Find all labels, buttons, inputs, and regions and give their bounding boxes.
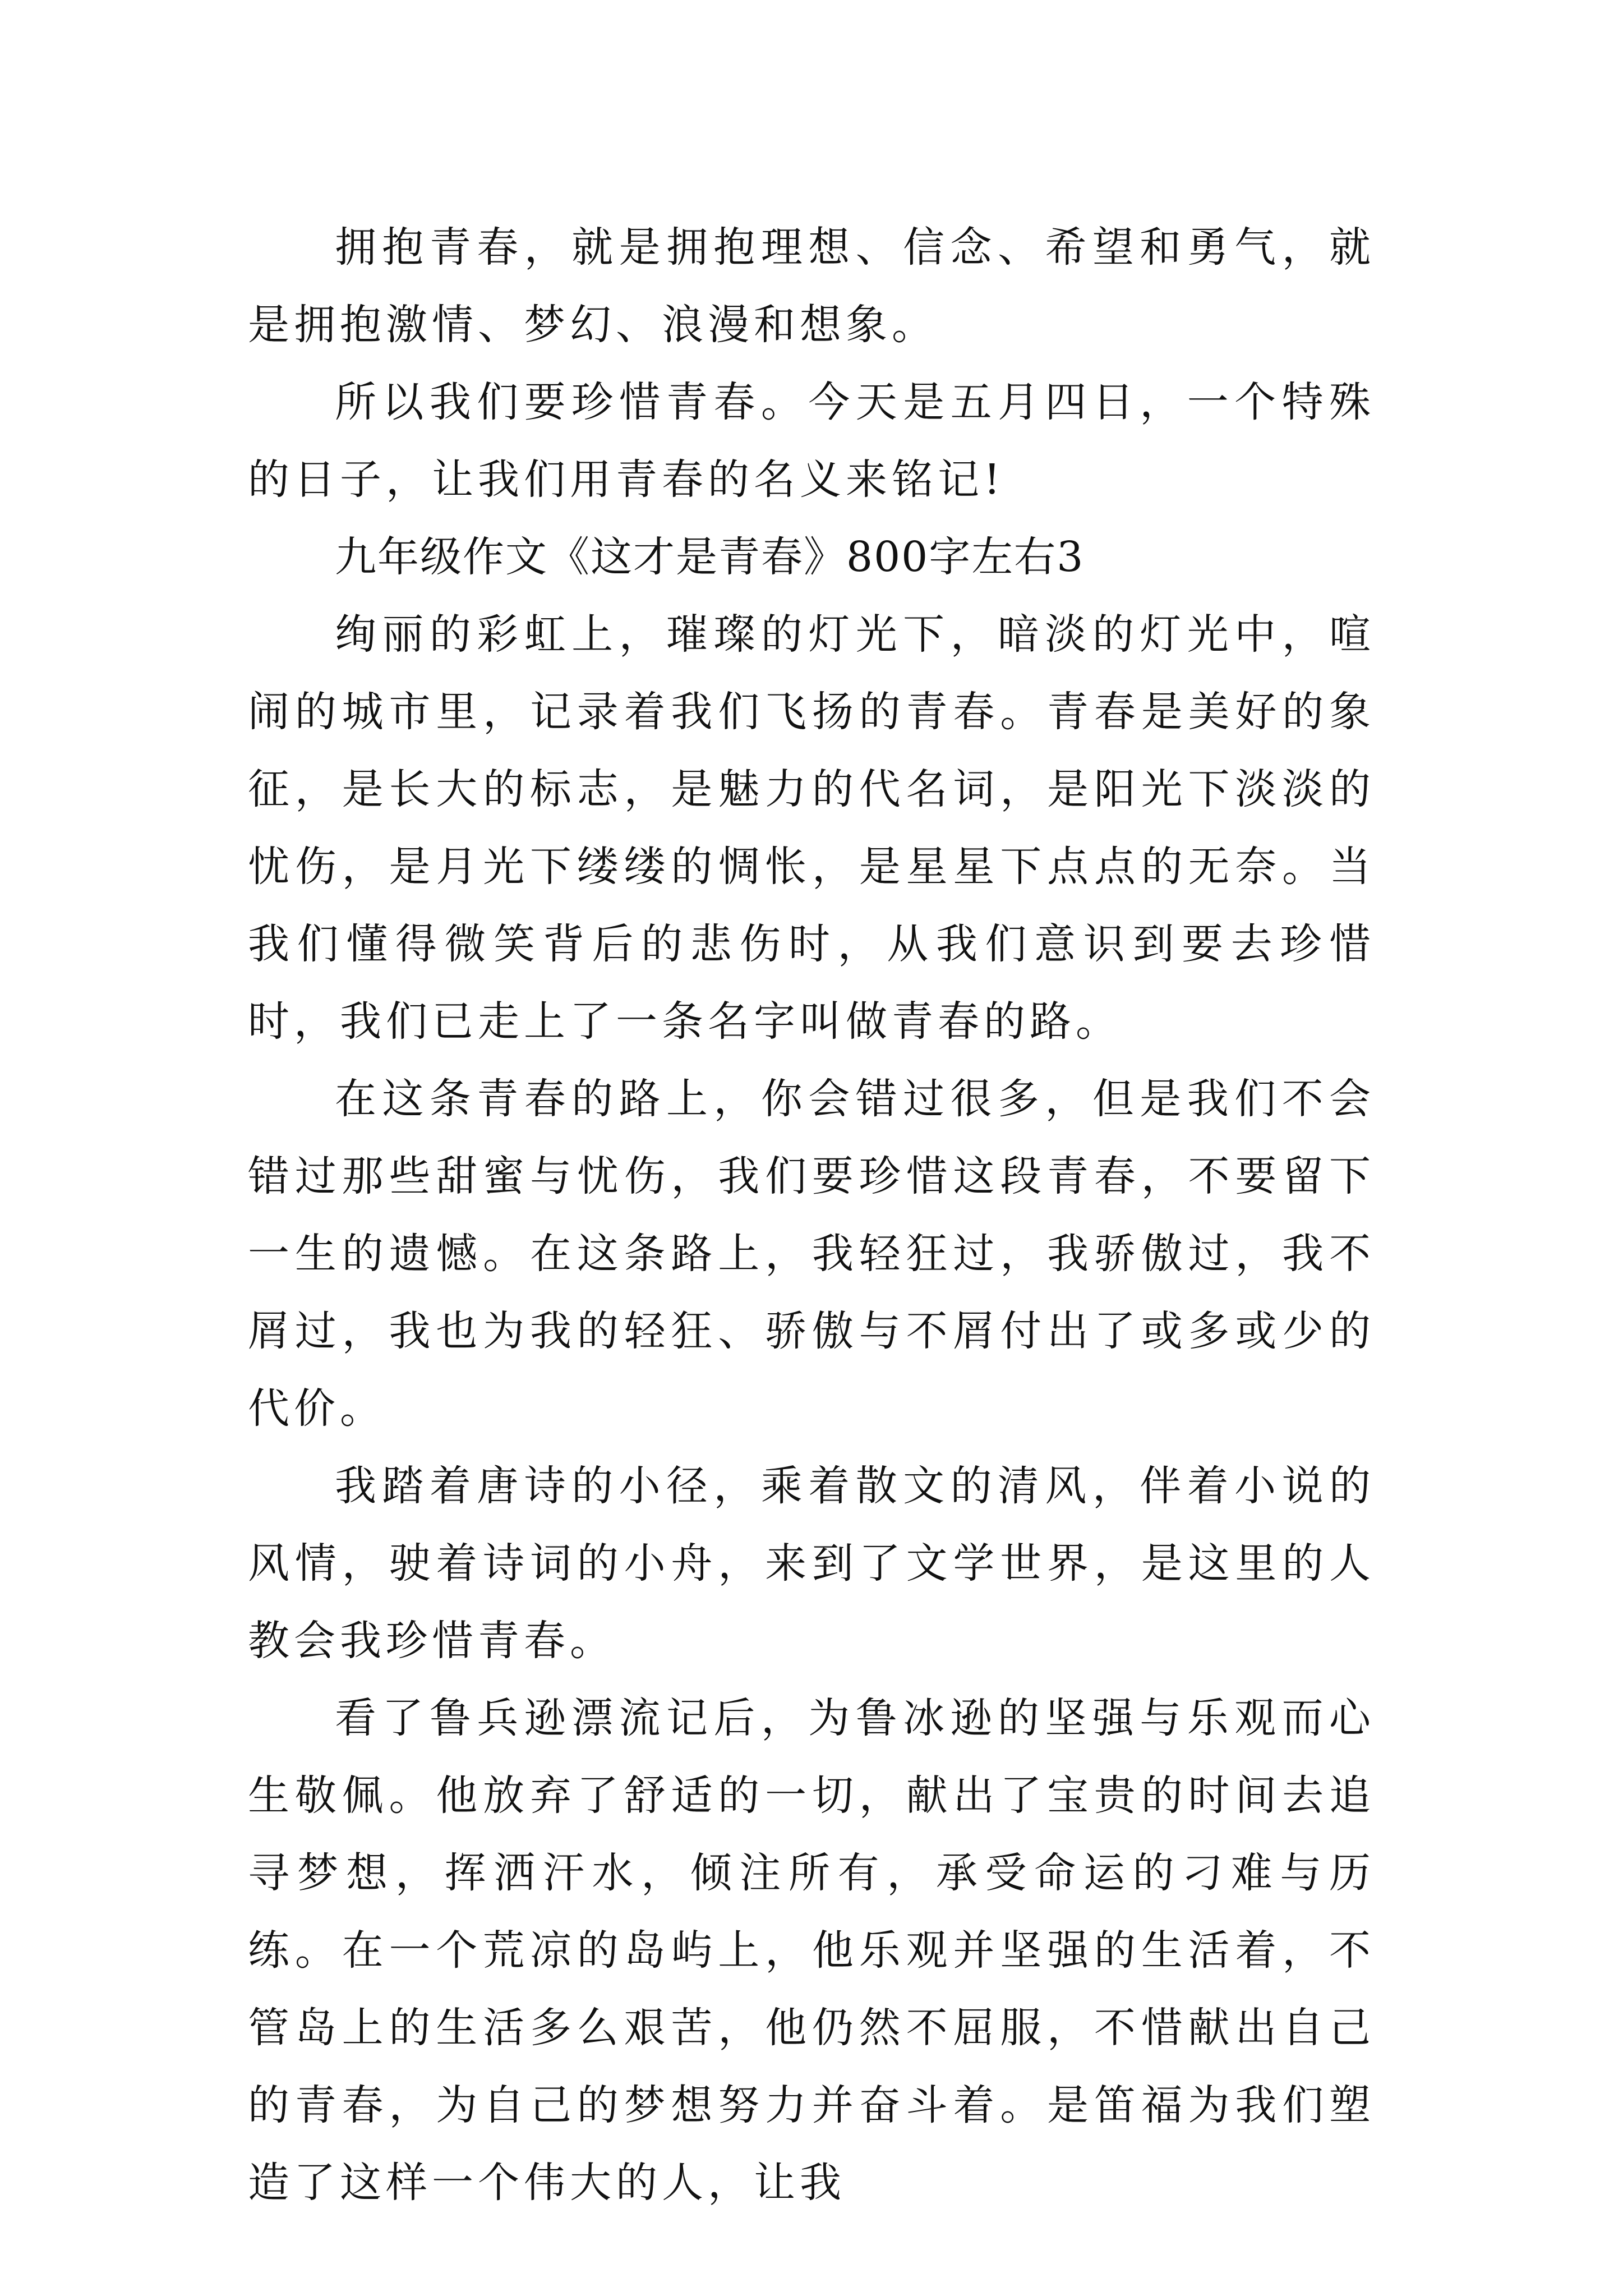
- paragraph-youth-road: 在这条青春的路上，你会错过很多，但是我们不会错过那些甜蜜与忧伤，我们要珍惜这段青春，不要留下一生的遗憾。在这条路上，我轻狂过，我骄傲过，我不屑过，我也为我的轻狂、骄傲与不屑付出了或多或少的代价。: [248, 1075, 1375, 1433]
- paragraph-embrace-youth: 拥抱青春，就是拥抱理想、信念、希望和勇气，就是拥抱激情、梦幻、浪漫和想象。: [248, 223, 1375, 349]
- paragraph-literature: 我踏着唐诗的小径，乘着散文的清风，伴着小说的风情，驶着诗词的小舟，来到了文学世界，是这里的人教会我珍惜青春。: [248, 1462, 1375, 1665]
- essay-heading: 九年级作文《这才是青春》800字左右3: [335, 533, 1085, 581]
- document-body: [248, 209, 1375, 2221]
- paragraph-rainbow: 绚丽的彩虹上，璀璨的灯光下，暗淡的灯光中，喧闹的城市里，记录着我们飞扬的青春。青春是美好的象征，是长大的标志，是魅力的代名词，是阳光下淡淡的忧伤，是月光下缕缕的惆怅，是星星下点点的无奈。当我们懂得微笑背后的悲伤时，从我们意识到要去珍惜时，我们已走上了一条名字叫做青春的路。: [248, 610, 1375, 1046]
- paragraph-robinson: 看了鲁兵逊漂流记后，为鲁冰逊的坚强与乐观而心生敬佩。他放弃了舒适的一切，献出了宝贵的时间去追寻梦想，挥洒汗水，倾注所有，承受命运的刁难与历练。在一个荒凉的岛屿上，他乐观并坚强的生活着，不管岛上的生活多么艰苦，他仍然不屈服，不惜献出自己的青春，为自己的梦想努力并奋斗着。是笛福为我们塑造了这样一个伟大的人，让我: [248, 1694, 1375, 2207]
- paragraph-cherish-youth: 所以我们要珍惜青春。今天是五月四日，一个特殊的日子，让我们用青春的名义来铭记!: [248, 378, 1375, 504]
